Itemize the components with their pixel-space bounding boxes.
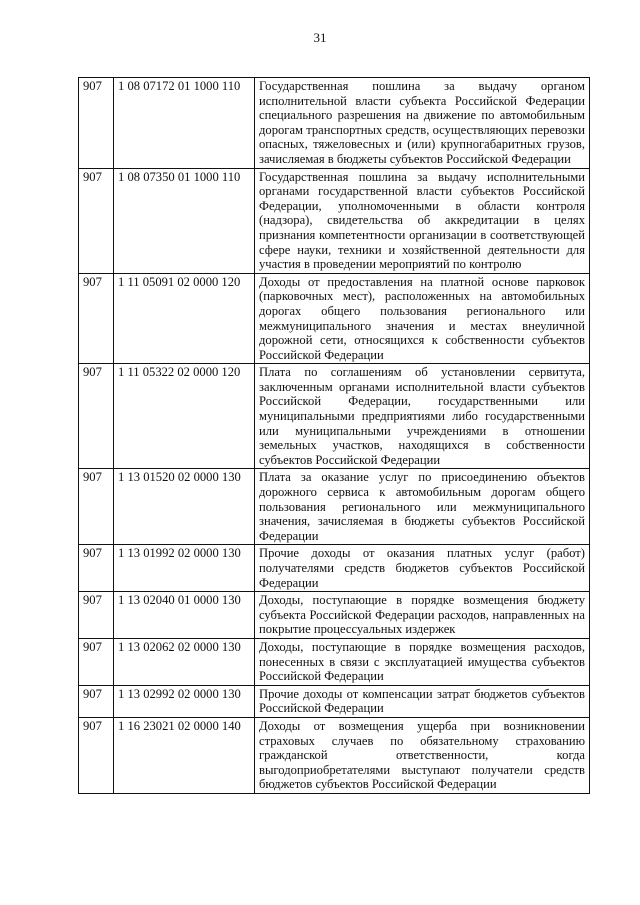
table-row bbox=[79, 545, 590, 592]
table-row bbox=[79, 273, 590, 364]
budget-code-cell: 1 11 05091 02 0000 120 bbox=[114, 273, 255, 364]
table-row bbox=[79, 592, 590, 639]
admin-code-cell: 907 bbox=[79, 685, 114, 717]
admin-code-cell: 907 bbox=[79, 78, 114, 169]
table-row bbox=[79, 168, 590, 273]
table-row bbox=[79, 685, 590, 717]
table-row bbox=[79, 78, 590, 169]
description-cell: Доходы, поступающие в порядке возмещения расходов, понесенных в связи с эксплуатацией имущества субъектов Российской Федерации bbox=[255, 638, 590, 685]
description-cell: Прочие доходы от компенсации затрат бюджетов субъектов Российской Федерации bbox=[255, 685, 590, 717]
admin-code-cell: 907 bbox=[79, 638, 114, 685]
description-cell: Доходы, поступающие в порядке возмещения бюджету субъекта Российской Федерации расходов, направленных на покрытие процессуальных издержек bbox=[255, 592, 590, 639]
admin-code-cell: 907 bbox=[79, 364, 114, 469]
budget-code-cell: 1 13 02062 02 0000 130 bbox=[114, 638, 255, 685]
admin-code-cell: 907 bbox=[79, 273, 114, 364]
admin-code-cell: 907 bbox=[79, 545, 114, 592]
page-number: 31 bbox=[313, 30, 327, 45]
table-row bbox=[79, 469, 590, 545]
description-cell: Доходы от возмещения ущерба при возникновении страховых случаев по обязательному страхованию гражданской ответственности, когда выгодоприобретателями выступают получатели средств бюджетов субъектов Российской Федерации bbox=[255, 717, 590, 793]
budget-code-cell: 1 11 05322 02 0000 120 bbox=[114, 364, 255, 469]
table-row bbox=[79, 717, 590, 793]
admin-code-cell: 907 bbox=[79, 592, 114, 639]
budget-code-cell: 1 13 01520 02 0000 130 bbox=[114, 469, 255, 545]
admin-code-cell: 907 bbox=[79, 469, 114, 545]
table-row bbox=[79, 364, 590, 469]
budget-code-cell: 1 13 01992 02 0000 130 bbox=[114, 545, 255, 592]
description-cell: Прочие доходы от оказания платных услуг (работ) получателями средств бюджетов субъектов Российской Федерации bbox=[255, 545, 590, 592]
admin-code-cell: 907 bbox=[79, 717, 114, 793]
table-row bbox=[79, 638, 590, 685]
budget-code-cell: 1 13 02040 01 0000 130 bbox=[114, 592, 255, 639]
description-cell: Доходы от предоставления на платной основе парковок (парковочных мест), расположенных на автомобильных дорогах общего пользования регионального или межмуниципального значения и местах внеуличной дорожной сети, относящихся к собственности субъектов Российской Федерации bbox=[255, 273, 590, 364]
budget-code-cell: 1 08 07350 01 1000 110 bbox=[114, 168, 255, 273]
description-cell: Государственная пошлина за выдачу исполнительными органами государственной власти субъектов Российской Федерации, уполномоченными в области контроля (надзора), свидетельства об аккредитации в целях признания компетентности организации в соответствующей сфере науки, техники и хозяйственной деятельности для участия в проведении мероприятий по контролю bbox=[255, 168, 590, 273]
budget-code-cell: 1 16 23021 02 0000 140 bbox=[114, 717, 255, 793]
budget-code-cell: 1 08 07172 01 1000 110 bbox=[114, 78, 255, 169]
description-cell: Плата за оказание услуг по присоединению объектов дорожного сервиса к автомобильным дорогам общего пользования регионального или межмуниципального значения, зачисляемая в бюджеты субъектов Российской Федерации bbox=[255, 469, 590, 545]
description-cell: Государственная пошлина за выдачу органом исполнительной власти субъекта Российской Федерации специального разрешения на движение по автомобильным дорогам транспортных средств, осуществляющих перевозки опасных, тяжеловесных и (или) крупногабаритных грузов, зачисляемая в бюджеты субъектов Российской Федерации bbox=[255, 78, 590, 169]
description-cell: Плата по соглашениям об установлении сервитута, заключенным органами исполнительной власти субъектов Российской Федерации, государственными или муниципальными предприятиями либо государственными или муниципальными учреждениями в отношении земельных участков, находящихся в собственности субъектов Российской Федерации bbox=[255, 364, 590, 469]
admin-code-cell: 907 bbox=[79, 168, 114, 273]
budget-code-cell: 1 13 02992 02 0000 130 bbox=[114, 685, 255, 717]
budget-codes-table bbox=[78, 77, 590, 794]
